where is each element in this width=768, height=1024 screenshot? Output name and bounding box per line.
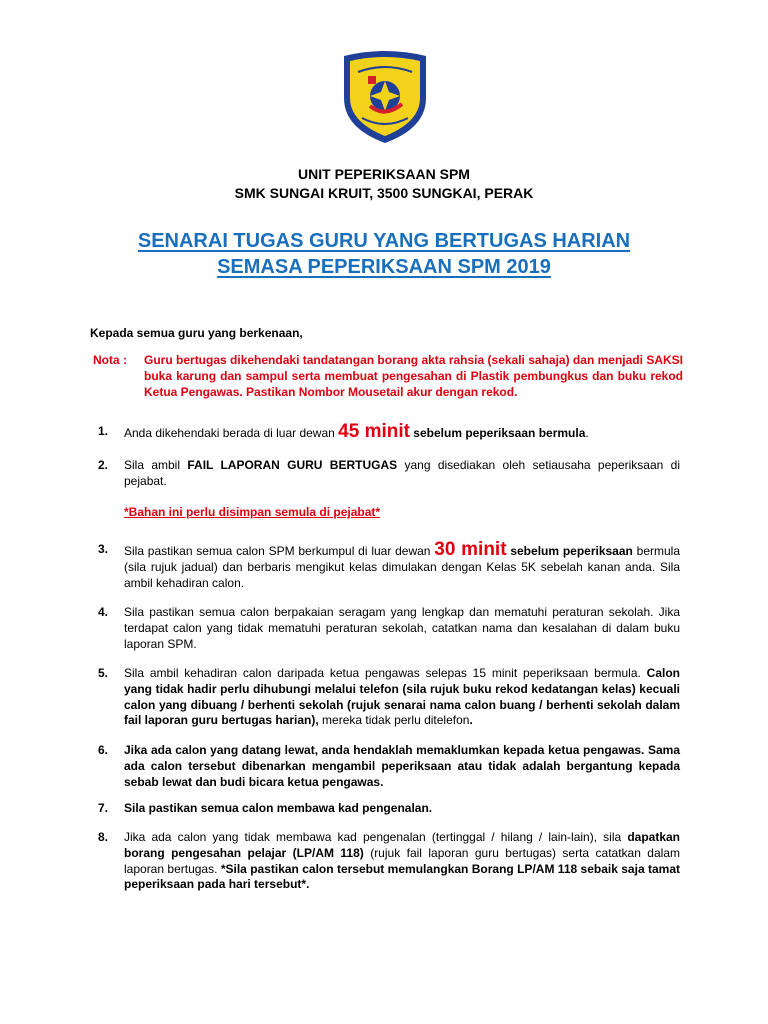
item-text: Sila ambil [124, 458, 188, 472]
item-text: Sila pastikan semua calon berpakaian seragam yang lengkap dan mematuhi peraturan sekolah. Jika terdapat calon yang tidak mematuhi peraturan sekolah, catatkan nama dan kesalahan di dalam buku laporan SPM. [124, 605, 680, 651]
item-text: Sila pastikan semua calon membawa kad pengenalan. [124, 801, 433, 815]
nota-label: Nota : [93, 353, 127, 367]
item-number: 4. [98, 605, 109, 619]
document-title-line2: SEMASA PEPERIKSAAN SPM 2019 [217, 256, 551, 278]
item-bold-text: FAIL LAPORAN GURU BERTUGAS [187, 458, 398, 472]
list-item-3 [98, 539, 681, 591]
item-number: 1. [98, 424, 109, 438]
greeting: Kepada semua guru yang berkenaan, [90, 326, 303, 340]
item-text-end: . [469, 713, 473, 728]
item-number: 7. [98, 801, 109, 815]
list-item-5 [98, 666, 680, 729]
time-highlight: 30 minit [434, 539, 507, 560]
list-item-4 [98, 605, 680, 652]
item-text: Jika ada calon yang datang lewat, anda hendaklah memaklumkan kepada ketua pengawas. Sama ada calon tersebut dibenarkan mengambil peperiksaan atau tidak adalah bergantung kepada sebab lewat dan budi bicara ketua pengawas. [124, 743, 680, 789]
item-text-end: bermula (sila rujuk jadual) dan berbaris mengikut kelas dimulakan dengan Kelas 5K sebelah kanan anda. Sila ambil kehadiran calon. [124, 544, 681, 590]
school-crest-logo [340, 48, 430, 146]
nota-block [93, 352, 683, 400]
item-number: 8. [98, 830, 109, 844]
unit-heading: UNIT PEPERIKSAAN SPM [298, 166, 470, 182]
document-title-line1: SENARAI TUGAS GURU YANG BERTUGAS HARIAN [137, 230, 631, 252]
list-item-8 [98, 830, 680, 893]
list-item-2 [98, 458, 680, 490]
item-text: Anda dikehendaki berada di luar dewan [124, 426, 339, 440]
item-bold-text: sebelum peperiksaan bermula [409, 426, 586, 440]
item-2-note: *Bahan ini perlu disimpan semula di pejabat* [124, 505, 381, 519]
time-highlight: 45 minit [338, 421, 410, 442]
item-bold-text: sebelum peperiksaan [506, 544, 633, 558]
list-item-7 [98, 801, 680, 817]
item-text: Sila ambil kehadiran calon daripada ketua pengawas selepas 15 minit peperiksaan bermula. [124, 666, 647, 680]
item-number: 2. [98, 458, 109, 472]
item-number: 6. [98, 743, 109, 757]
list-item-6 [98, 743, 680, 790]
item-text: Jika ada calon yang tidak membawa kad pengenalan (tertinggal / hilang / lain-lain), sila [124, 830, 628, 844]
item-text-end: yang disediakan oleh setiausaha peperiksaan di pejabat. [124, 458, 680, 488]
item-bold-note: *Sila pastikan calon tersebut memulangkan Borang LP/AM 118 sebaik saja tamat peperiksaan pada hari tersebut*. [124, 861, 680, 892]
item-text-mid: mereka tidak perlu ditelefon [318, 713, 470, 728]
item-text-mid: (rujuk fail laporan guru bertugas) serta catatkan dalam laporan bertugas. [124, 845, 680, 876]
item-number: 3. [98, 542, 109, 556]
school-address: SMK SUNGAI KRUIT, 3500 SUNGKAI, PERAK [234, 185, 534, 201]
item-text: Sila pastikan semua calon SPM berkumpul di luar dewan [124, 544, 435, 558]
item-number: 5. [98, 666, 109, 680]
item-bold-text: dapatkan borang pengesahan pelajar (LP/AM 118) [124, 830, 680, 860]
item-text-end: . [585, 426, 589, 440]
nota-text: Guru bertugas dikehendaki tandatangan borang akta rahsia (sekali sahaja) dan menjadi SAKSI buka karung dan sampul serta membuat pengesahan di Plastik pembungkus dan buku rekod Ketua Pengawas. Pastikan Nombor Mousetail akur dengan rekod. [144, 353, 683, 399]
list-item-1 [98, 421, 680, 442]
item-bold-text: Calon yang tidak hadir perlu dihubungi melalui telefon (sila rujuk buku rekod kedatangan kelas) kecuali calon yang dibuang / berhenti sekolah (rujuk senarai nama calon buang / berhenti sekolah dalam fail laporan guru bertugas harian), [124, 666, 680, 728]
